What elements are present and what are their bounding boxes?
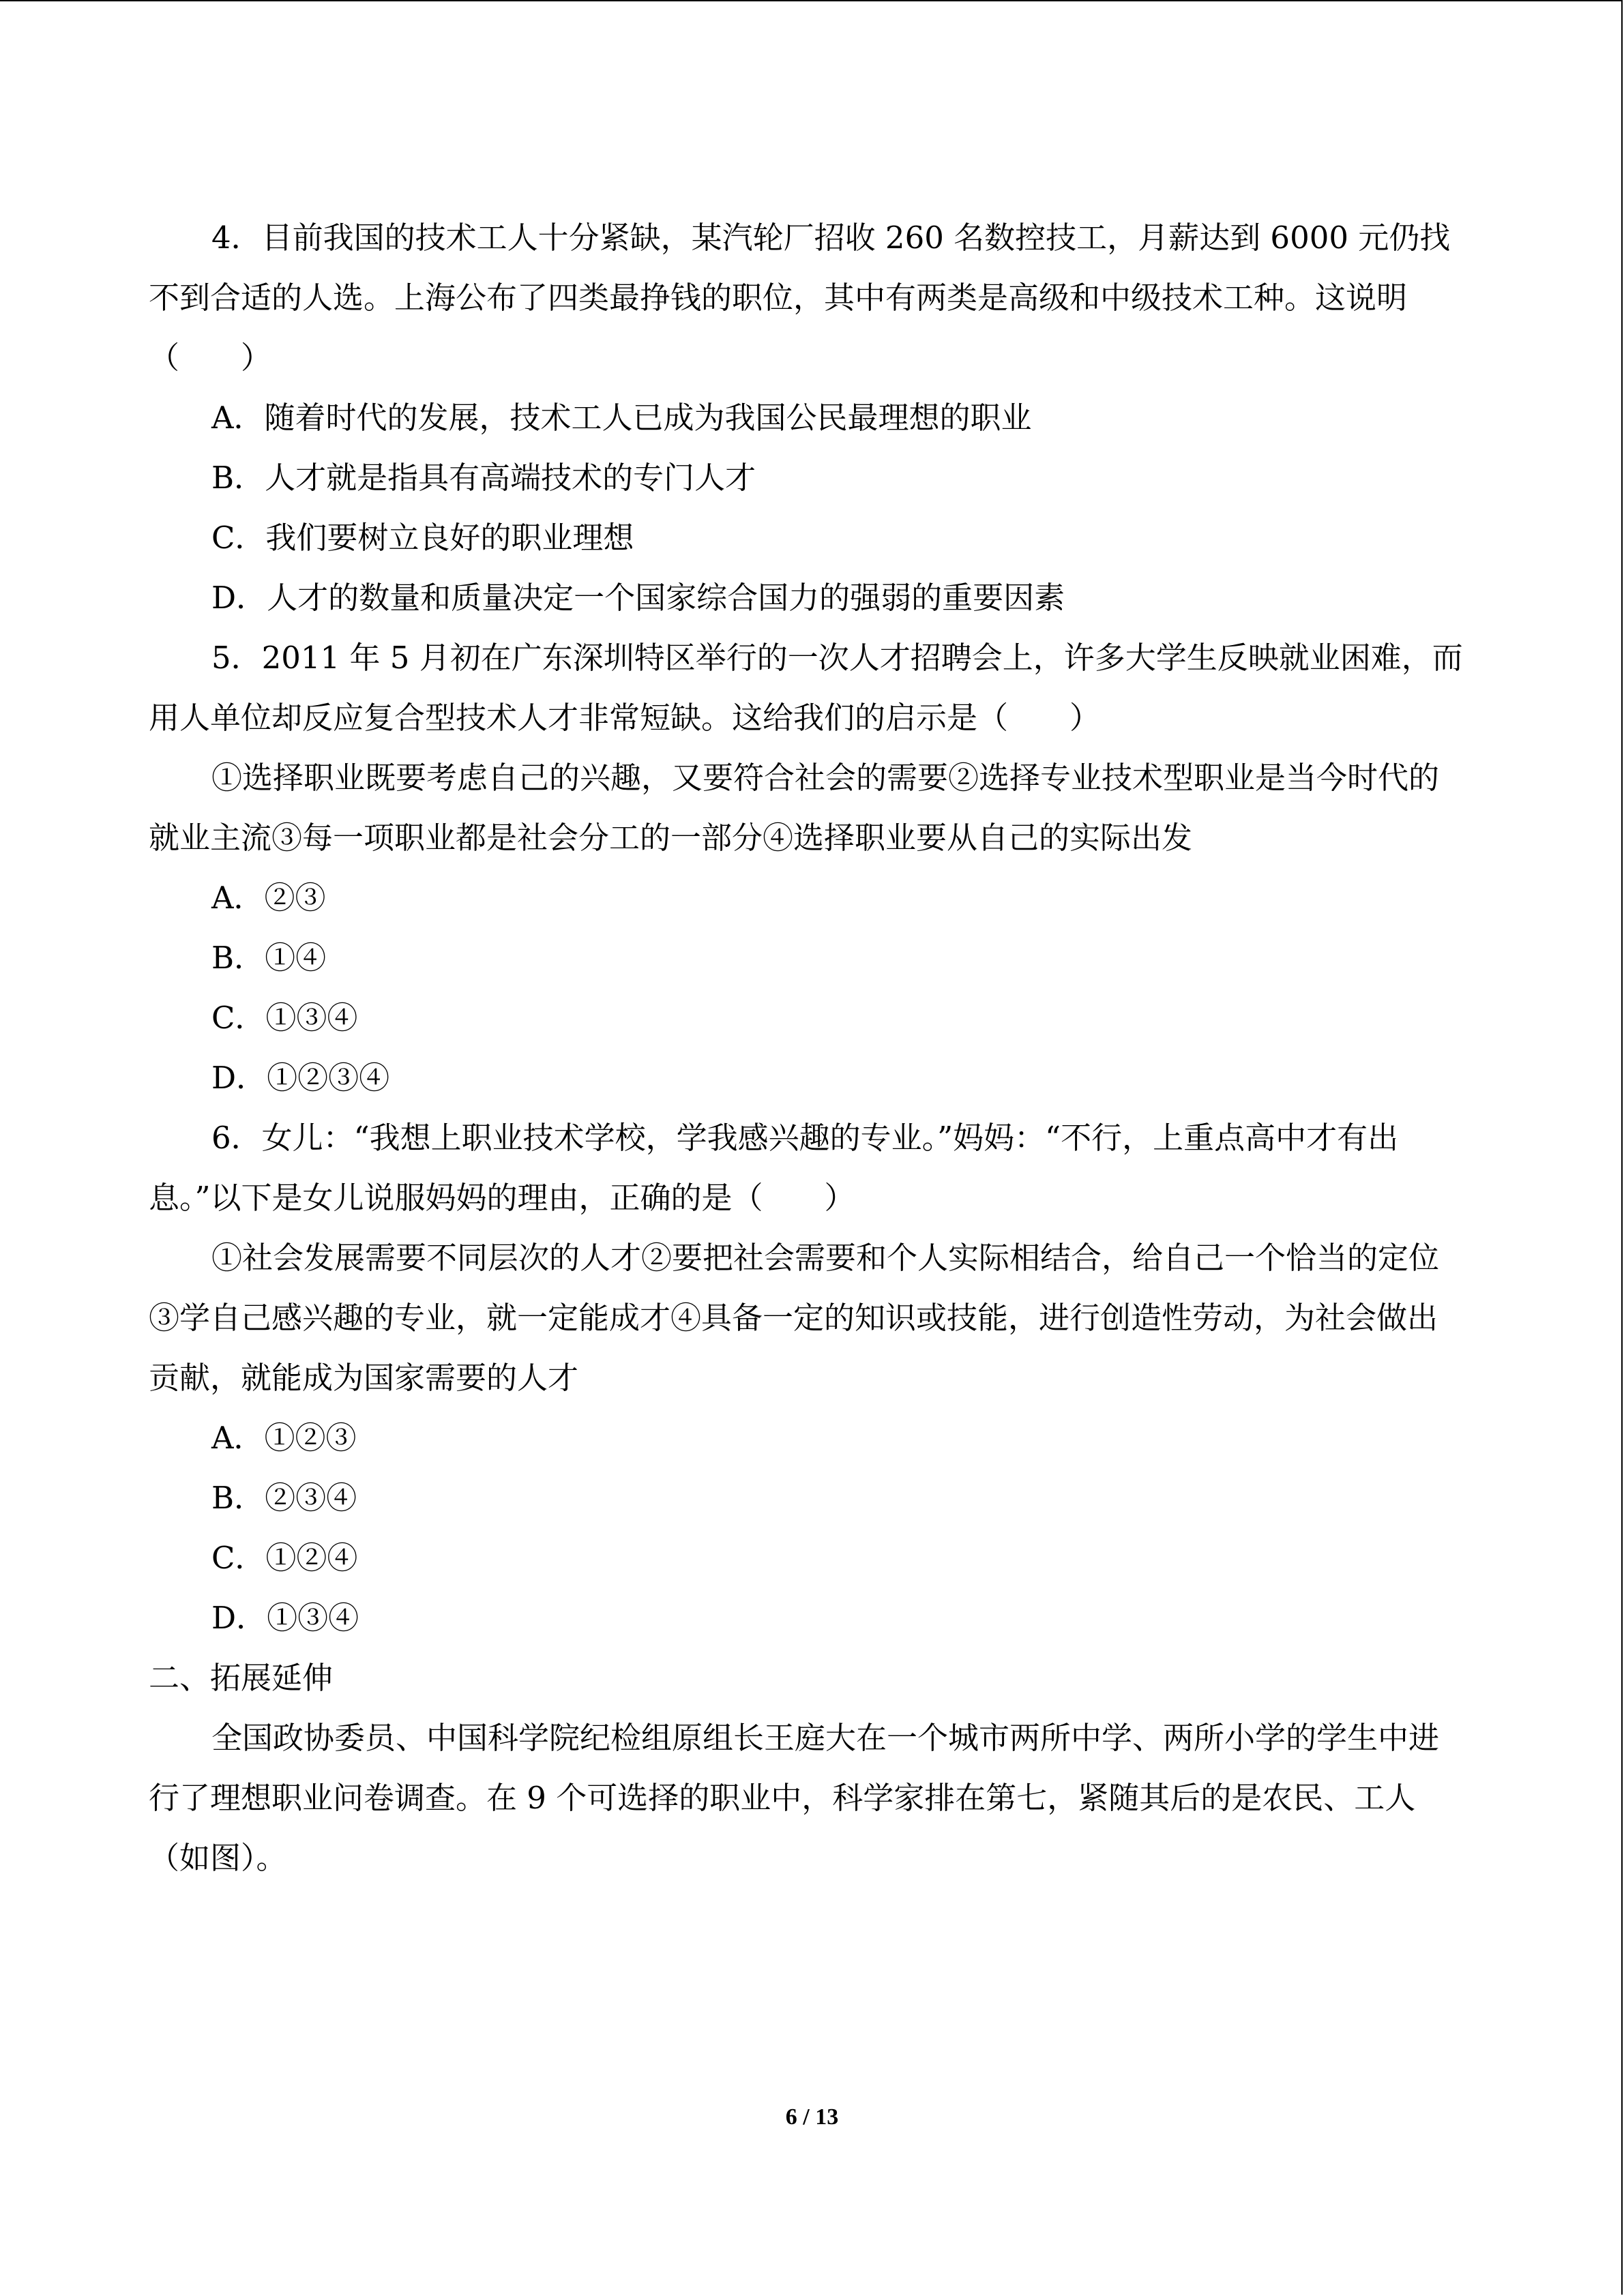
question-stem: 6．女儿：“我想上职业技术学校，学我感兴趣的专业。”妈妈：“不行，上重点高中才有出息。”以下是女儿说服妈妈的理由，正确的是（ ） bbox=[149, 1120, 1399, 1216]
page-number: 6 / 13 bbox=[785, 2104, 839, 2130]
question-stem: 5．2011 年 5 月初在广东深圳特区举行的一次人才招聘会上，许多大学生反映就业困难，而用人单位却反应复合型技术人才非常短缺。这给我们的启示是（ ） bbox=[149, 640, 1463, 736]
option-d: D．人才的数量和质量决定一个国家综合国力的强弱的重要因素 bbox=[211, 580, 1065, 616]
option-a: A．②③ bbox=[211, 880, 326, 916]
option-b: B．②③④ bbox=[211, 1480, 357, 1516]
option-c: C．①③④ bbox=[211, 1000, 358, 1036]
option-d: D．①③④ bbox=[211, 1600, 359, 1636]
question-4 bbox=[149, 208, 1465, 628]
question-stem: 4．目前我国的技术工人十分紧缺，某汽轮厂招收 260 名数控技工，月薪达到 6000 元仍找不到合适的人选。上海公布了四类最挣钱的职位，其中有两类是高级和中级技术工种。这说明（ ） bbox=[149, 220, 1451, 376]
option-c: C．①②④ bbox=[211, 1540, 358, 1576]
section-heading: 二、拓展延伸 bbox=[149, 1660, 334, 1696]
question-statements: ①选择职业既要考虑自己的兴趣，又要符合社会的需要②选择专业技术型职业是当今时代的就业主流③每一项职业都是社会分工的一部分④选择职业要从自己的实际出发 bbox=[149, 760, 1440, 856]
option-a: A．①②③ bbox=[211, 1420, 357, 1456]
option-d: D．①②③④ bbox=[211, 1060, 390, 1096]
section-paragraph: 全国政协委员、中国科学院纪检组原组长王庭大在一个城市两所中学、两所小学的学生中进行了理想职业问卷调查。在 9 个可选择的职业中，科学家排在第七，紧随其后的是农民、工人（如图）。 bbox=[149, 1720, 1440, 1876]
option-b: B．①④ bbox=[211, 940, 327, 976]
question-statements: ①社会发展需要不同层次的人才②要把社会需要和个人实际相结合，给自己一个恰当的定位③学自己感兴趣的专业，就一定能成才④具备一定的知识或技能，进行创造性劳动，为社会做出贡献，就能成为国家需要的人才 bbox=[149, 1240, 1440, 1396]
option-b: B．人才就是指具有高端技术的专门人才 bbox=[211, 460, 756, 496]
document-body bbox=[149, 208, 1465, 1888]
question-5 bbox=[149, 628, 1465, 1108]
question-6 bbox=[149, 1108, 1465, 1648]
extension-section bbox=[149, 1648, 1465, 1888]
option-c: C．我们要树立良好的职业理想 bbox=[211, 520, 634, 556]
option-a: A．随着时代的发展，技术工人已成为我国公民最理想的职业 bbox=[211, 400, 1032, 436]
